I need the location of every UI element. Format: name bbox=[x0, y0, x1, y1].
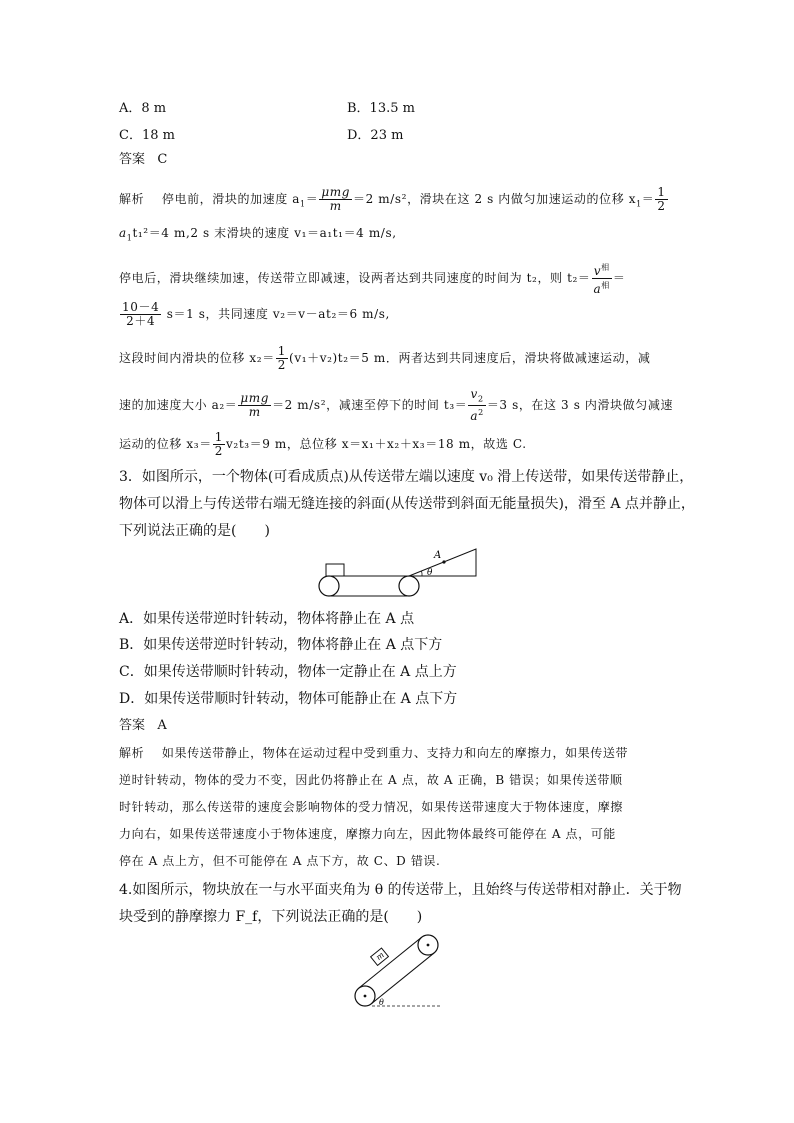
analysis-q2-line4: $\frac{10-4}{2+4}$ s＝1 s，共同速度 v₂＝v－at₂＝6 m/s, bbox=[122, 300, 390, 328]
option-d: D．23 m bbox=[347, 128, 404, 143]
conveyor-incline-figure bbox=[310, 545, 485, 601]
fraction: $\frac{v_2}{a^2}$ bbox=[470, 387, 484, 424]
analysis-q3-line4: 力向右，如果传送带速度小于物体速度，摩擦力向左，因此物体最终可能停在 A 点，可能 bbox=[119, 827, 616, 841]
angle-arc bbox=[422, 571, 423, 576]
analysis-q2-line2: $a_1t_1^2=4$ m,2 s 末滑块的速度 v₁＝a₁t₁＝4 m/s, bbox=[119, 226, 397, 243]
analysis-label: 解析 bbox=[119, 746, 145, 760]
q3-option-a: A．如果传送带逆时针转动，物体将静止在 A 点 bbox=[119, 611, 415, 627]
analysis-q2-line5: 这段时间内滑块的位移 x₂＝ $\frac{1}{2}$ (v₁＋v₂)t₂＝5 m．两者达到共同速度后，滑块将做减速运动，减 bbox=[119, 344, 651, 372]
right-pulley bbox=[399, 576, 419, 596]
answer-q3: 答案 A bbox=[119, 718, 167, 733]
block-m bbox=[371, 948, 389, 965]
label-a: A bbox=[434, 550, 442, 561]
fraction: $\frac{1}{2}$ bbox=[277, 344, 287, 372]
analysis-q3-line2: 逆时针转动，物体的受力不变，因此仍将静止在 A 点，故 A 正确，B 错误；如果传送带顺 bbox=[119, 773, 623, 787]
option-a: A．8 m bbox=[119, 101, 167, 116]
block bbox=[326, 564, 344, 576]
q3-option-b: B．如果传送带逆时针转动，物体将静止在 A 点下方 bbox=[119, 637, 443, 653]
fraction: $\frac{\text{μmg}}{m}$ bbox=[240, 391, 270, 420]
option-b: B．13.5 m bbox=[347, 101, 415, 116]
fraction: $\frac{10-4}{2+4}$ bbox=[122, 300, 160, 328]
q3-stem-line3: 下列说法正确的是( ) bbox=[119, 523, 270, 539]
q3-stem-line2: 物体可以滑上与传送带右端无缝连接的斜面(从传送带到斜面无能量损失)，滑至 A 点并静止， bbox=[119, 496, 695, 512]
q4-stem-line2: 块受到的静摩擦力 F_f，下列说法正确的是( ) bbox=[119, 909, 423, 925]
analysis-label: 解析 bbox=[119, 192, 145, 206]
label-m: m bbox=[374, 950, 386, 963]
point-a bbox=[442, 560, 445, 563]
analysis-q3-line1: 解析 如果传送带静止，物体在运动过程中受到重力、支持力和向左的摩擦力，如果传送带 bbox=[119, 746, 629, 760]
lower-axle bbox=[364, 995, 367, 998]
q3-stem-line1: 3．如图所示，一个物体(可看成质点)从传送带左端以速度 v₀ 滑上传送带，如果传送带静止， bbox=[119, 469, 694, 485]
fraction: $\frac{1}{2}$ bbox=[214, 430, 224, 458]
fraction: $\frac{\text{μmg}}{m}$ bbox=[321, 185, 351, 213]
upper-axle bbox=[427, 944, 430, 947]
q3-option-c: C．如果传送带顺时针转动，物体一定静止在 A 点上方 bbox=[119, 664, 457, 680]
belt-upper bbox=[359, 937, 422, 988]
option-c: C．18 m bbox=[119, 128, 175, 143]
analysis-q2-line6: 速的加速度大小 a₂＝ $\frac{\text{μmg}}{m}$ ＝2 m/s²，减速至停下的时间 t₃＝ $\frac{v_2}{a^2}$ ＝3 s，在这 3 s 内滑块做匀减速 bbox=[119, 387, 674, 424]
q3-option-d: D．如果传送带顺时针转动，物体可能静止在 A 点下方 bbox=[119, 691, 458, 707]
left-pulley bbox=[319, 576, 339, 596]
fraction: $\frac{v^相}{a^相}$ bbox=[593, 263, 610, 296]
inclined-belt-figure bbox=[345, 930, 445, 1012]
label-theta: θ bbox=[379, 998, 384, 1007]
analysis-q3-line3: 时针转动，那么传送带的速度会影响物体的受力情况，如果传送带速度大于物体速度，摩擦 bbox=[119, 800, 624, 814]
answer-q2: 答案 C bbox=[119, 152, 168, 167]
analysis-q3-line5: 停在 A 点上方，但不可能停在 A 点下方，故 C、D 错误. bbox=[119, 854, 441, 868]
q4-stem-line1: 4.如图所示，物块放在一与水平面夹角为 θ 的传送带上，且始终与传送带相对静止．关于物 bbox=[119, 882, 682, 898]
analysis-q2-line1: 解析 停电前，滑块的加速度 $a_1=$ $\frac{\text{μmg}}{m}$ ＝2 m/s²，滑块在这 2 s 内做匀加速运动的位移 $x_1=$ $\frac{1}{2}$ bbox=[119, 185, 666, 213]
analysis-q2-line7: 运动的位移 x₃＝ $\frac{1}{2}$ v₂t₃＝9 m，总位移 x＝x₁＋x₂＋x₃＝18 m，故选 C. bbox=[119, 430, 527, 458]
analysis-q2-line3: 停电后，滑块继续加速，传送带立即减速，设两者达到共同速度的时间为 t₂，则 t₂＝ $\frac{v^相}{a^相}$ ＝ bbox=[119, 263, 626, 296]
fraction: $\frac{1}{2}$ bbox=[657, 185, 666, 213]
label-theta: θ bbox=[427, 568, 433, 578]
